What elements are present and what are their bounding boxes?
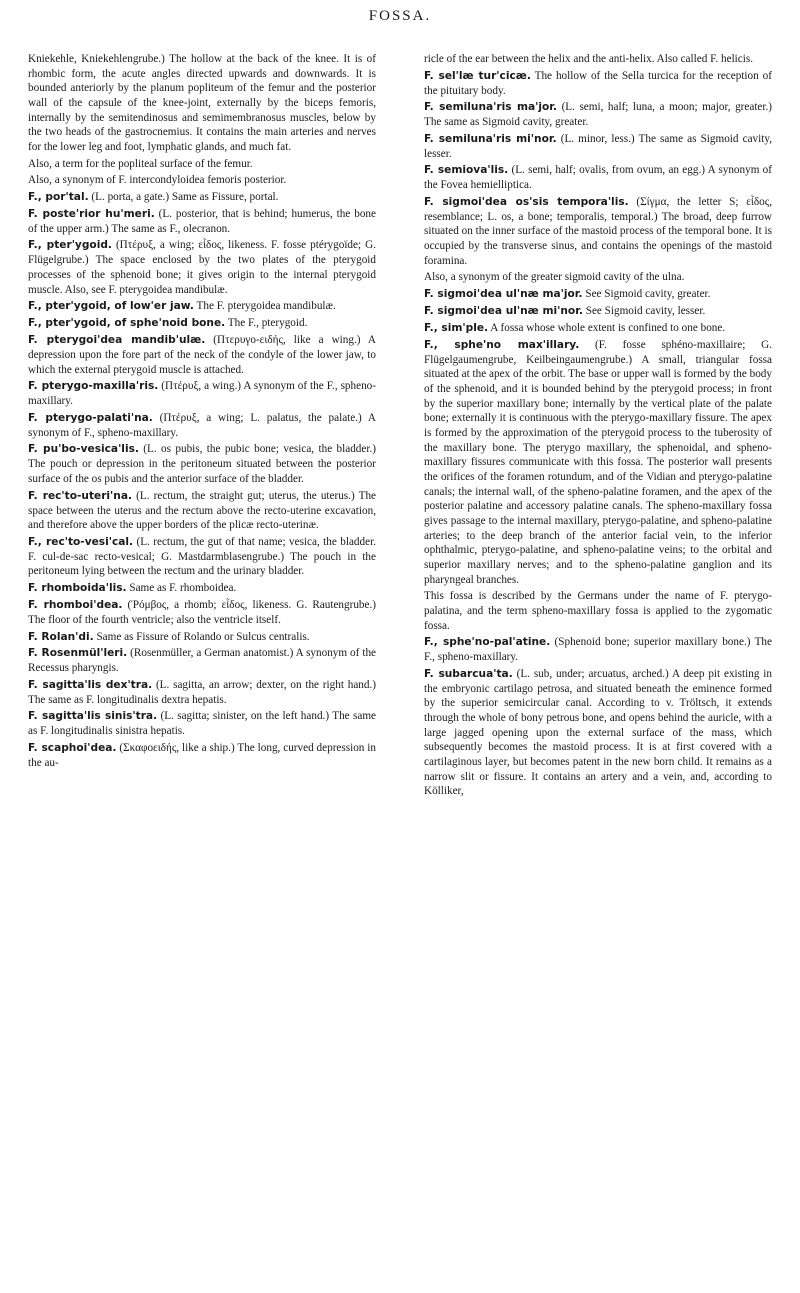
dictionary-entry: [424, 163, 772, 193]
entry-headword: F. pterygoi'dea mandib'ulæ.: [28, 334, 206, 347]
entry-headword: F., pter'ygoid.: [28, 239, 112, 252]
entry-headword: F., sphe'no max'illary.: [424, 338, 580, 351]
dictionary-entry: [424, 287, 772, 302]
entry-headword: F. semiluna'ris mi'nor.: [424, 132, 557, 145]
dictionary-entry: [424, 270, 772, 285]
entry-definition: (Sphenoid bone; superior maxillary bone.) The F., spheno-maxillary.: [424, 636, 772, 664]
entry-definition: The F., pterygoid.: [227, 317, 308, 330]
entry-definition: (F. fosse sphéno-maxillaire; G. Flügelgaumengrube, Keilbeingaumengrube.) A small, triangular fossa situated at the apex of the orbit. The base or upper wall is formed by the body of the sphenoid, and it is bounded behind by the pterygoid process; in front by the superior maxillary bone; internally by the vertical plate of the palate bone; externally it is continuous with the pterygo-maxillary fissure. The apex is formed by the approximation of the pterygoid process to the tuberosity of the maxillary bone. The pterygo maxillary, the sphenoidal, and spheno-maxillary fissures communicate with this fossa. The posterior wall presents the orifices of the foramen rotundum, and of the Vidian and pterygo-palatine canals; the internal wall, of the spheno-palatine foramen, and the apex of the posterior palatine and accessory palatine canals. The spheno-maxillary fossa gives passage to the internal maxillary, pterygo-palatine, and spheno-palatine arteries; to the deep branch of the anterior facial vein, to the inferior ophthalmic, pterygo-palatine, and spheno-palatine veins; to the orbital and superior maxillary nerves; and to the spheno-palatine ganglion and its pharyngeal branches.: [424, 338, 772, 586]
entry-headword: F. pterygo-maxilla'ris.: [28, 380, 159, 393]
entry-headword: F. sigmoi'dea ul'næ mi'nor.: [424, 304, 583, 317]
entry-headword: F. semiova'lis.: [424, 164, 509, 177]
right-column: [424, 52, 772, 801]
dictionary-entry: [424, 195, 772, 269]
entry-definition: A fossa whose whole extent is confined to one bone.: [490, 321, 726, 334]
dictionary-entry: [424, 321, 772, 336]
dictionary-entry: [28, 678, 376, 708]
dictionary-entry: [28, 207, 376, 237]
entry-definition: (L. posterior, that is behind; humerus, the bone of the upper arm.) The same as F., olecranon.: [28, 207, 376, 235]
entry-definition: See Sigmoid cavity, lesser.: [585, 304, 706, 317]
entry-definition: (L. rectum, the straight gut; uterus, the uterus.) The space between the uterus and the rectum above the recto-uterine excavation, and therefore above the upper borders of the plicæ recto-uterinæ.: [28, 489, 377, 532]
entry-headword: F. sagitta'lis sinis'tra.: [28, 710, 158, 723]
entry-headword: F. pterygo-palati'na.: [28, 411, 153, 424]
entry-definition: (L. rectum, the gut of that name; vesica, the bladder. F. cul-de-sac recto-vesical; G. Mastdarmblasengrube.) The pouch in the peritoneum lying between the rectum and the urinary bladder.: [28, 535, 376, 578]
entry-headword: F., pter'ygoid, of low'er jaw.: [28, 300, 194, 313]
entry-headword: F. subarcua'ta.: [424, 667, 513, 680]
entry-definition: Same as F. rhomboidea.: [129, 582, 237, 595]
dictionary-entry: [424, 304, 772, 319]
entry-headword: F. Rosenmül'leri.: [28, 647, 128, 660]
entry-definition: (L. semi, half; ovalis, from ovum, an egg.) A synonym of the Fovea hemielliptica.: [424, 164, 772, 192]
entry-headword: F. sagitta'lis dex'tra.: [28, 678, 153, 691]
dictionary-entry: [28, 535, 376, 579]
dictionary-entry: [424, 52, 772, 67]
entry-headword: F. poste'rior hu'meri.: [28, 207, 155, 220]
dictionary-entry: [28, 379, 376, 409]
entry-definition: (Ῥόμβος, a rhomb; εἶδος, likeness. G. Rautengrube.) The floor of the fourth ventricle; also the ventricle itself.: [28, 598, 377, 626]
entry-headword: F. rhomboi'dea.: [28, 598, 123, 611]
entry-definition: (Πτέρυξ, a wing.) A synonym of the F., spheno-maxillary.: [28, 380, 377, 408]
entry-headword: F. sel'læ tur'cicæ.: [424, 69, 531, 82]
entry-definition: Also, a synonym of F. intercondyloidea femoris posterior.: [28, 174, 287, 187]
entry-headword: F. sigmoi'dea os'sis tempora'lis.: [424, 195, 629, 208]
dictionary-entry: [28, 173, 376, 188]
dictionary-entry: [424, 667, 772, 799]
entry-definition: (L. porta, a gate.) Same as Fissure, portal.: [91, 191, 279, 204]
dictionary-entry: [28, 630, 376, 645]
entry-headword: F., rec'to-vesi'cal.: [28, 535, 134, 548]
entry-definition: (L. sagitta; sinister, on the left hand.) The same as F. longitudinalis sinistra hepatis.: [28, 710, 376, 738]
dictionary-entry: [28, 157, 376, 172]
entry-definition: (Πτέρυξ, a wing; εἶδος, likeness. F. fosse ptérygoïde; G. Flügelgrube.) The space enclosed by the two plates of the pterygoid processes of the sphenoid bone; it gives origin to the internal pterygoid muscle. Also, see F. pterygoidea mandibulæ.: [28, 239, 376, 296]
entry-definition: This fossa is described by the Germans under the name of F. pterygo-palatina, and the term spheno-maxillary fossa is applied to the zygomatic fossa.: [424, 590, 772, 632]
dictionary-entry: [28, 52, 376, 155]
entry-definition: (Rosenmüller, a German anatomist.) A synonym of the Recessus pharyngis.: [28, 647, 377, 675]
dictionary-entry: [28, 741, 376, 771]
entry-definition: (Πτέρυξ, a wing; L. palatus, the palate.) A synonym of F., spheno-maxillary.: [28, 411, 377, 439]
entry-headword: F., por'tal.: [28, 191, 89, 204]
entry-definition: (L. sub, under; arcuatus, arched.) A deep pit existing in the embryonic cartilago petrosa, and situated beneath the eminence formed by the superior semicircular canal. According to v. Tröltsch, it extends through the whole of bony petrous bone, and opens behind the auricle, with a large jagged opening upon the external surface of the mass, which subsequently becomes the mastoid process. It is at first covered with a cartilaginous layer, but becomes patent in the new born child. It remains as a narrow slit or fissure. It contains an artery and a vein, and, according to Kölliker,: [424, 667, 772, 798]
dictionary-entry: [424, 69, 772, 99]
entry-definition: See Sigmoid cavity, greater.: [585, 288, 711, 301]
dictionary-entry: [28, 598, 376, 628]
entry-definition: Same as Fissure of Rolando or Sulcus centralis.: [96, 630, 310, 643]
dictionary-entry: [424, 338, 772, 588]
dictionary-entry: [28, 709, 376, 739]
dictionary-entry: [28, 442, 376, 486]
entry-headword: F. semiluna'ris ma'jor.: [424, 101, 558, 114]
dictionary-entry: [28, 299, 376, 314]
dictionary-entry: [28, 190, 376, 205]
entry-definition: (Σκαφοειδής, like a ship.) The long, curved depression in the au-: [28, 742, 376, 769]
running-head: FOSSA.: [368, 8, 432, 24]
entry-headword: F. sigmoi'dea ul'næ ma'jor.: [424, 288, 583, 301]
dictionary-entry: [424, 589, 772, 633]
dictionary-entry: [424, 635, 772, 665]
entry-definition: (L. sagitta, an arrow; dexter, on the right hand.) The same as F. longitudinalis dextra hepatis.: [28, 678, 376, 706]
entry-headword: F. Rolan'di.: [28, 630, 94, 643]
dictionary-entry: [28, 316, 376, 331]
dictionary-entry: [28, 411, 376, 441]
dictionary-entry: [28, 646, 376, 676]
dictionary-entry: [424, 100, 772, 130]
dictionary-entry: [28, 489, 376, 533]
entry-headword: F., pter'ygoid, of sphe'noid bone.: [28, 317, 226, 330]
left-column: [28, 52, 376, 773]
entry-definition: The hollow of the Sella turcica for the reception of the pituitary body.: [424, 69, 772, 97]
entry-headword: F. pu'bo-vesica'lis.: [28, 443, 139, 456]
entry-definition: (L. minor, less.) The same as Sigmoid cavity, lesser.: [424, 132, 773, 160]
entry-headword: F., sim'ple.: [424, 321, 489, 334]
entry-headword: F. scaphoi'dea.: [28, 742, 117, 755]
entry-headword: F. rec'to-uteri'na.: [28, 489, 133, 502]
entry-definition: (L. os pubis, the pubic bone; vesica, the bladder.) The pouch or depression in the peritoneum situated between the posterior surface of the os pubis and the anterior surface of the bladder.: [28, 443, 376, 485]
dictionary-entry: [424, 132, 772, 162]
entry-definition: Also, a term for the popliteal surface of the femur.: [28, 157, 253, 170]
dictionary-entry: [28, 333, 376, 377]
entry-headword: F., sphe'no-pal'atine.: [424, 636, 551, 649]
entry-definition: (L. semi, half; luna, a moon; major, greater.) The same as Sigmoid cavity, greater.: [424, 101, 773, 129]
dictionary-entry: [28, 238, 376, 297]
entry-definition: (Πτερυγο-ειδής, like a wing.) A depression upon the fore part of the neck of the condyle of the lower jaw, to which the external pterygoid muscle is attached.: [28, 334, 376, 376]
entry-definition: (Σίγμα, the letter S; εἶδος, resemblance; L. os, a bone; temporalis, temporal.) The broad, deep furrow situated on the inner surface of the mastoid process of the temporal bone. It is occupied by the transverse sinus, and contains the openings of the mastoid foramina.: [424, 195, 772, 267]
entry-headword: F. rhomboida'lis.: [28, 582, 127, 595]
entry-definition: Kniekehle, Kniekehlengrube.) The hollow at the back of the knee. It is of rhombic form, the acute angles directed upwards and downwards. It is bounded anteriorly by the planum popliteum of the femur and the posterior wall of the capsule of the knee-joint, externally by the biceps femoris, internally by the semitendinosus and semimembranosus muscles, below by the two heads of the gastrocnemius. It contains the main arteries and nerves for the lower leg and foot, lymphatic glands, and much fat.: [28, 53, 376, 154]
entry-definition: ricle of the ear between the helix and the anti-helix. Also called F. helicis.: [424, 53, 754, 65]
dictionary-entry: [28, 581, 376, 596]
entry-definition: The F. pterygoidea mandibulæ.: [196, 300, 336, 313]
entry-definition: Also, a synonym of the greater sigmoid cavity of the ulna.: [424, 271, 685, 284]
